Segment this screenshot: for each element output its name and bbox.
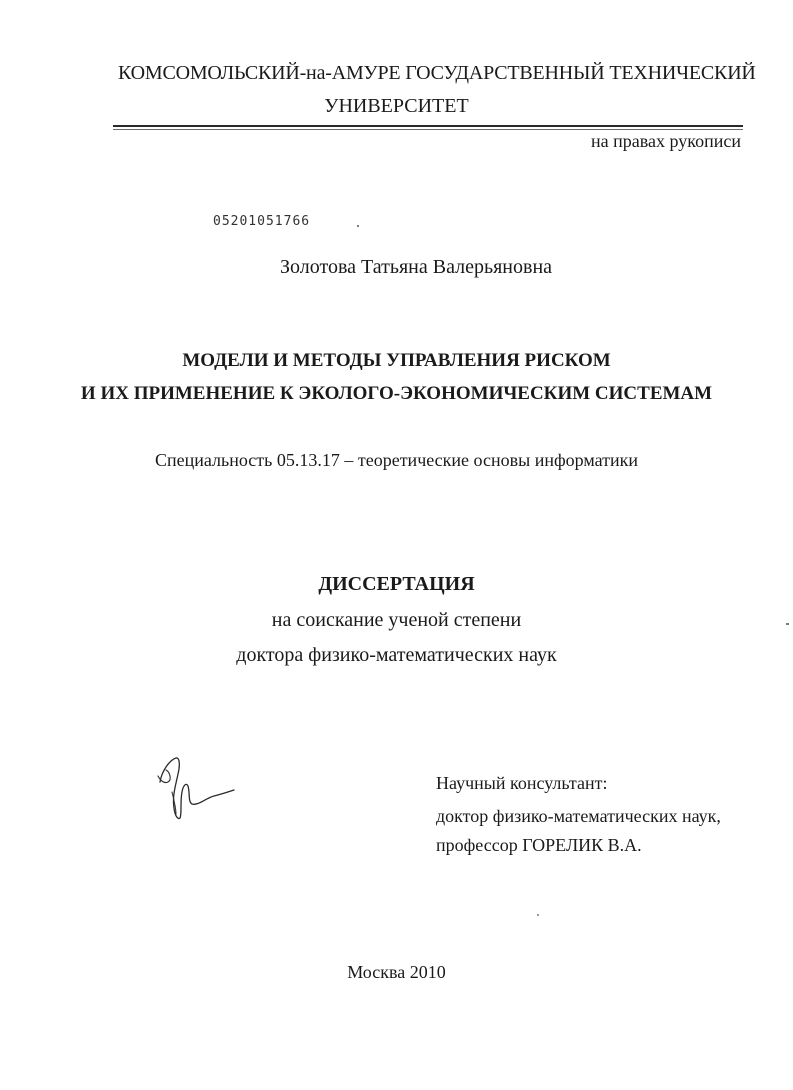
degree-purpose-line-1: на соискание ученой степени	[271, 609, 522, 631]
stamp-number: 05201051766	[213, 214, 311, 229]
document-type-label: ДИССЕРТАЦИЯ	[318, 573, 475, 595]
header-divider-thin	[113, 129, 743, 130]
degree-purpose-line-2: доктора физико-математических наук	[236, 644, 557, 666]
manuscript-note: на правах рукописи	[591, 131, 741, 151]
scan-speck	[786, 623, 789, 625]
specialty-line: Специальность 05.13.17 – теоретические основы информатики	[154, 450, 639, 470]
advisor-degree: доктор физико-математических наук,	[436, 806, 721, 826]
dissertation-title-line-1: МОДЕЛИ И МЕТОДЫ УПРАВЛЕНИЯ РИСКОМ	[182, 350, 611, 371]
signature	[150, 752, 240, 824]
advisor-name: профессор ГОРЕЛИК В.А.	[436, 835, 642, 855]
institution-name-line-2: УНИВЕРСИТЕТ	[324, 95, 469, 117]
dissertation-title-line-2: И ИХ ПРИМЕНЕНИЕ К ЭКОЛОГО-ЭКОНОМИЧЕСКИМ СИСТЕМАМ	[80, 383, 713, 404]
scan-speck	[537, 914, 539, 916]
institution-name-line-1: КОМСОМОЛЬСКИЙ-на-АМУРЕ ГОСУДАРСТВЕННЫЙ ТЕХНИЧЕСКИЙ	[118, 62, 756, 84]
scan-speck	[357, 225, 359, 227]
header-divider	[113, 125, 743, 127]
advisor-label: Научный консультант:	[436, 773, 608, 793]
author-name: Золотова Татьяна Валерьяновна	[280, 256, 553, 278]
city-year: Москва 2010	[347, 962, 446, 982]
